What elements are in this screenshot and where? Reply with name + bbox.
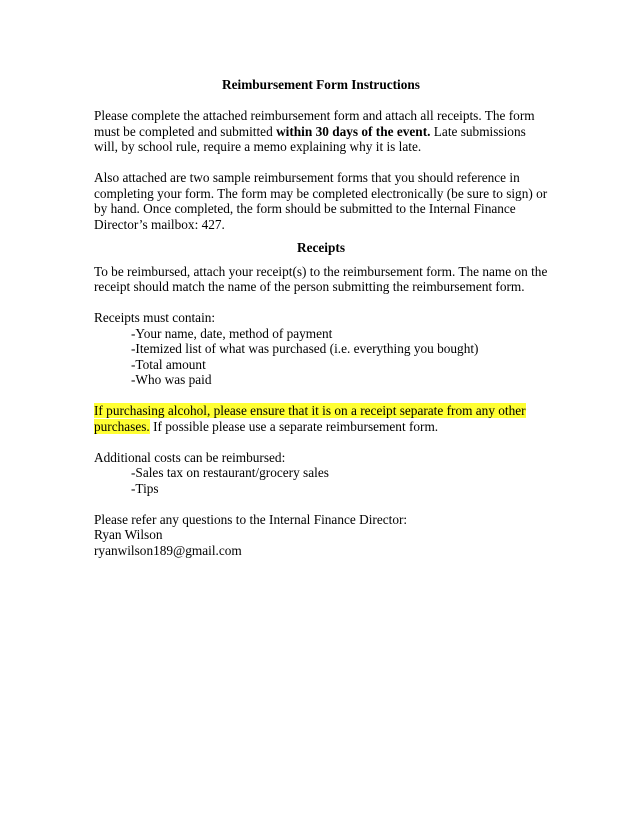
list-item: -Your name, date, method of payment	[131, 325, 333, 341]
spacer	[94, 155, 548, 171]
alcohol-highlight: If purchasing alcohol, please ensure that it is on a receipt separate from any other purchases.	[94, 403, 526, 434]
intro-text-1: Please complete the attached reimbursement form and attach all receipts. The form must be completed and submitted	[94, 108, 535, 139]
must-contain-label: Receipts must contain:	[94, 310, 216, 325]
contact-label: Please refer any questions to the Internal Finance Director:	[94, 511, 408, 527]
contact-name: Ryan Wilson	[94, 527, 163, 542]
receipts-paragraph: To be reimbursed, attach your receipt(s) to the reimbursement form. The name on the receipt should match the name of the person submitting the reimbursement form.	[94, 263, 548, 294]
additional-list	[94, 465, 548, 496]
spacer	[94, 388, 548, 404]
additional-label: Additional costs can be reimbursed:	[94, 449, 286, 465]
spacer	[94, 434, 548, 450]
alcohol-text: If possible please use a separate reimbursement form.	[149, 418, 439, 434]
list-item: -Itemized list of what was purchased (i.e. everything you bought)	[131, 341, 479, 356]
must-contain-list	[94, 326, 548, 388]
document-page	[94, 77, 548, 558]
spacer	[94, 295, 548, 311]
spacer	[94, 496, 548, 512]
deadline-emphasis: within 30 days of the event.	[276, 123, 431, 139]
list-item: -Total amount	[131, 356, 206, 372]
intro-text-2: Late submissions will, by school rule, require a memo explaining why it is late.	[94, 123, 526, 154]
list-item: -Who was paid	[131, 372, 212, 387]
samples-paragraph: Also attached are two sample reimbursement forms that you should reference in completing your form. The form may be completed electronically (be sure to sign) or by hand. Once completed, the form should be submitted to the Internal Finance Director’s mailbox: 427.	[94, 170, 548, 232]
spacer	[94, 93, 548, 109]
list-item: -Sales tax on restaurant/grocery sales	[131, 465, 329, 480]
receipts-heading: Receipts	[297, 240, 345, 255]
contact-email: ryanwilson189@gmail.com	[94, 542, 242, 558]
list-item: -Tips	[131, 480, 159, 496]
alcohol-paragraph	[94, 403, 548, 434]
page-title: Reimbursement Form Instructions	[222, 77, 420, 92]
intro-paragraph	[94, 108, 548, 155]
